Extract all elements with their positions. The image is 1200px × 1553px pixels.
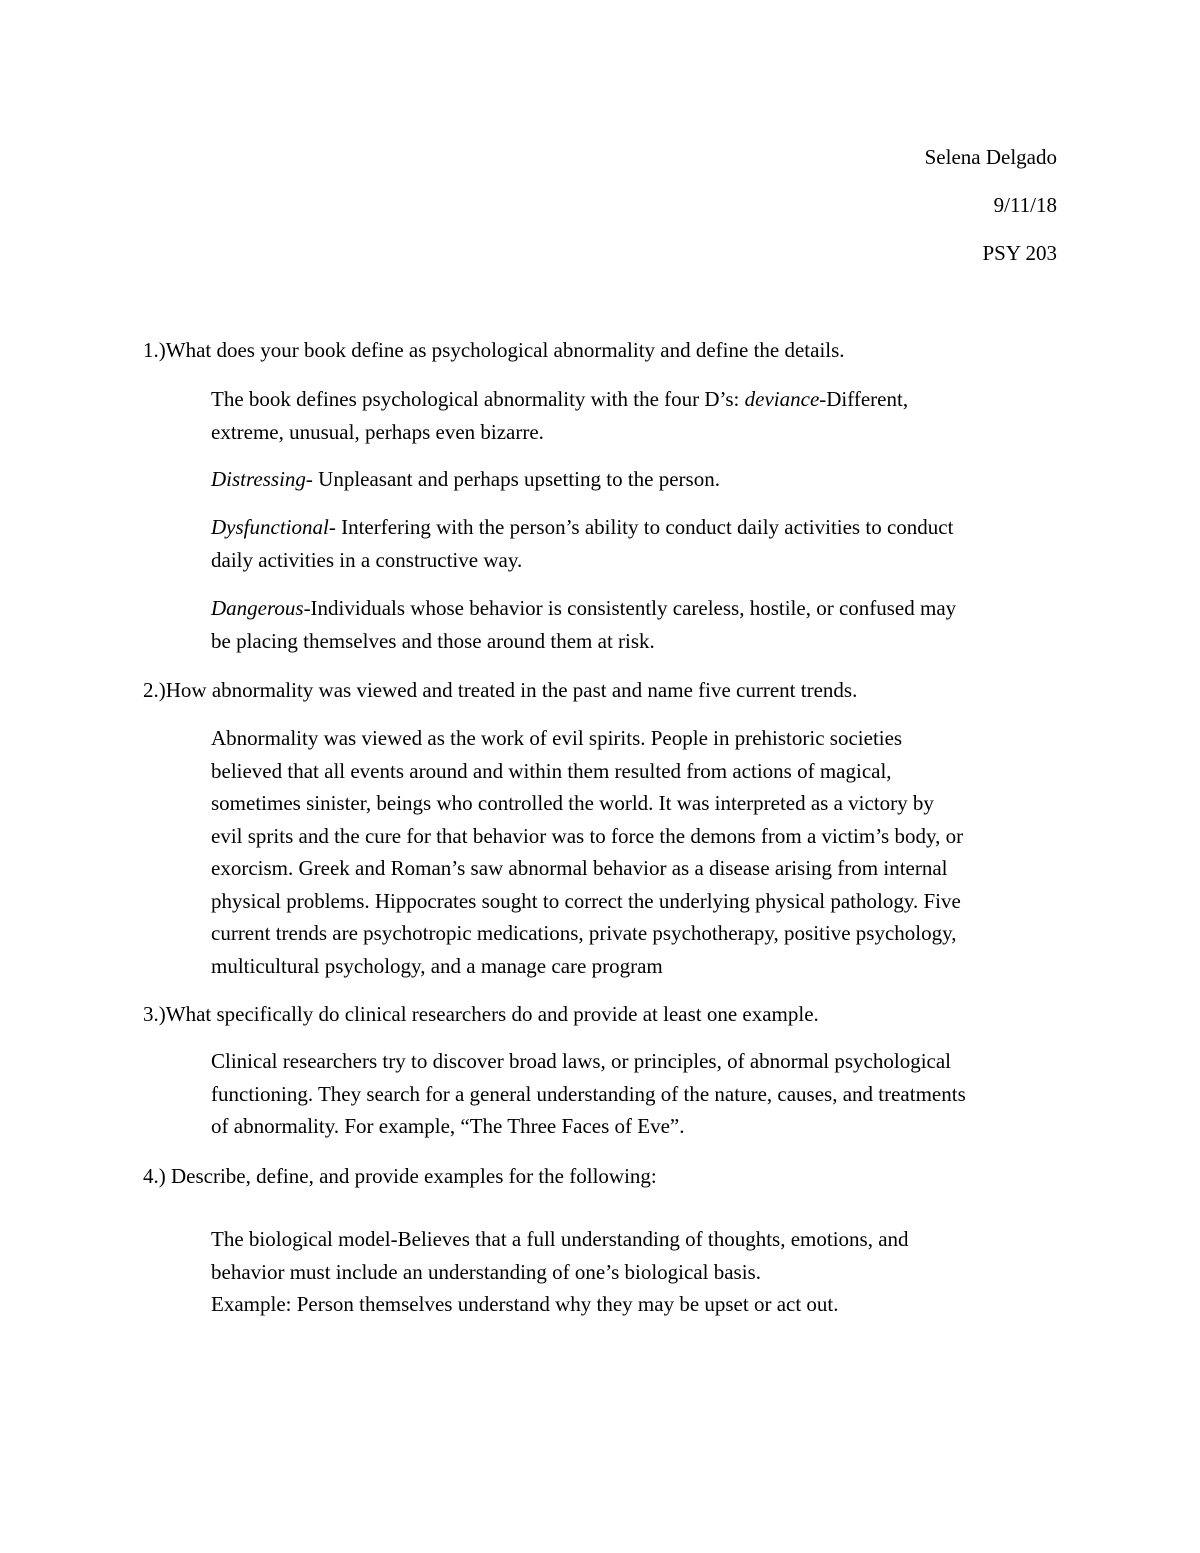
answer-line: functioning. They search for a general understanding of the nature, causes, and treatments <box>211 1081 966 1106</box>
course-code: PSY 203 <box>982 241 1057 265</box>
deviance-definition: -Different, <box>819 387 909 411</box>
answer-line: daily activities in a constructive way. <box>211 547 523 572</box>
answer-line: current trends are psychotropic medications, private psychotherapy, positive psychology, <box>211 921 957 945</box>
answer-line: be placing themselves and those around them at risk. <box>211 628 655 653</box>
assignment-date: 9/11/18 <box>993 193 1057 217</box>
answer-line <box>211 463 1071 496</box>
answer-line <box>211 511 1071 544</box>
answer-1-distressing <box>211 463 1071 496</box>
answer-2 <box>211 722 1071 982</box>
term-dysfunctional: Dysfunctional <box>211 515 329 539</box>
answer-1-dangerous <box>211 592 1071 657</box>
question-3: 3.)What specifically do clinical researchers do and provide at least one example. <box>143 1002 819 1026</box>
answer-line: multicultural psychology, and a manage care program <box>211 953 663 978</box>
answer-line: physical problems. Hippocrates sought to correct the underlying physical pathology. Five <box>211 888 961 913</box>
question-4: 4.) Describe, define, and provide examples for the following: <box>143 1164 657 1188</box>
term-dangerous: Dangerous <box>211 596 304 620</box>
question-1: 1.)What does your book define as psychological abnormality and define the details. <box>143 338 845 362</box>
answer-1-dysfunctional <box>211 511 1071 576</box>
answer-line: Abnormality was viewed as the work of evil spirits. People in prehistoric societies <box>211 726 903 750</box>
answer-line: The biological model-Believes that a full understanding of thoughts, emotions, and <box>211 1227 909 1251</box>
answer-line <box>211 383 1071 416</box>
answer-line: sometimes sinister, beings who controlled the world. It was interpreted as a victory by <box>211 791 934 815</box>
answer-line: believed that all events around and within them resulted from actions of magical, <box>211 758 892 783</box>
answer-1-deviance <box>211 383 1071 448</box>
term-deviance: deviance <box>744 387 820 411</box>
answer-line: of abnormality. For example, “The Three Faces of Eve”. <box>211 1114 685 1138</box>
answer-line: behavior must include an understanding of one’s biological basis. <box>211 1259 761 1284</box>
distressing-definition: - Unpleasant and perhaps upsetting to the person. <box>305 467 720 491</box>
answer-line: exorcism. Greek and Roman’s saw abnormal behavior as a disease arising from internal <box>211 856 948 880</box>
question-2: 2.)How abnormality was viewed and treated in the past and name five current trends. <box>143 678 858 702</box>
answer-3 <box>211 1045 1071 1143</box>
student-name: Selena Delgado <box>924 145 1057 169</box>
answer-line: Example: Person themselves understand why they may be upset or act out. <box>211 1292 839 1316</box>
term-distressing: Distressing <box>211 467 306 491</box>
answer-4 <box>211 1223 1071 1321</box>
intro-text: The book defines psychological abnormality with the four D’s: <box>211 387 745 411</box>
answer-line: extreme, unusual, perhaps even bizarre. <box>211 419 544 444</box>
answer-line: Clinical researchers try to discover broad laws, or principles, of abnormal psychological <box>211 1049 952 1073</box>
dysfunctional-definition: - Interfering with the person’s ability to conduct daily activities to conduct <box>328 515 954 539</box>
answer-line: evil sprits and the cure for that behavior was to force the demons from a victim’s body, or <box>211 823 964 848</box>
dangerous-definition: -Individuals whose behavior is consistently careless, hostile, or confused may <box>303 596 957 620</box>
answer-line <box>211 592 1071 625</box>
